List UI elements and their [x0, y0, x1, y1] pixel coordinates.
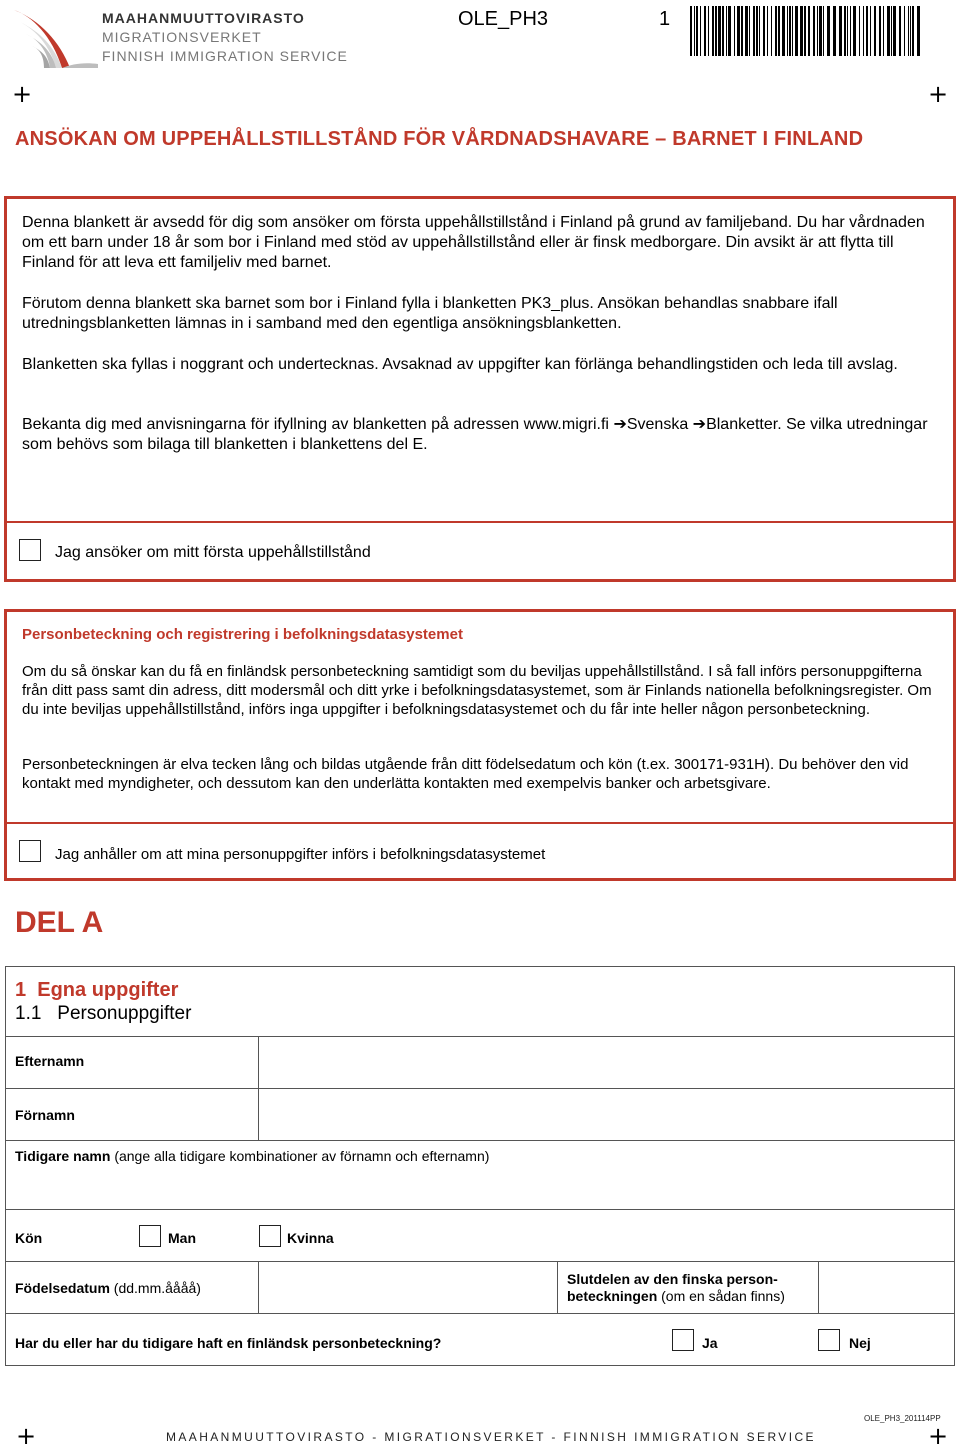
finnish-id-question: Har du eller har du tidigare haft en finländsk personbeteckning? [15, 1335, 442, 1351]
register-checkbox[interactable] [19, 840, 41, 862]
org-name-en: FINNISH IMMIGRATION SERVICE [102, 48, 348, 64]
divider [7, 822, 953, 824]
id-suffix-input[interactable] [819, 1262, 954, 1312]
section-title: Egna uppgifter [37, 979, 179, 1001]
personal-id-box [4, 609, 956, 881]
intro-paragraph: Blanketten ska fyllas i noggrant och undertecknas. Avsaknad av uppgifter kan förlänga behandlingstiden och leda till avslag. [22, 356, 898, 373]
first-name-input[interactable] [259, 1089, 954, 1139]
intro-paragraph: Förutom denna blankett ska barnet som bor i Finland fylla i blanketten PK3_plus. Ansökan behandlas snabbare ifall utredningsblanketten lämnas in i samband med den egentliga ansökningsblanketten. [22, 295, 838, 332]
divider [557, 1261, 558, 1313]
gender-male-checkbox[interactable] [139, 1225, 161, 1247]
intro-text: Svenska [626, 416, 693, 433]
first-permit-checkbox[interactable] [19, 539, 41, 561]
page-title: ANSÖKAN OM UPPEHÅLLSTILLSTÅND FÖR VÅRDNADSHAVARE – BARNET I FINLAND [15, 128, 864, 150]
id-suffix-title: beteckningen [567, 1288, 658, 1304]
personal-details-form [5, 966, 955, 1366]
gender-label: Kön [15, 1230, 43, 1246]
registration-mark-icon: + [928, 80, 949, 108]
intro-box [4, 196, 956, 582]
id-suffix-hint: (om en sådan finns) [657, 1288, 785, 1304]
section-del-a: DEL A [15, 906, 104, 939]
birth-date-title: Födelsedatum [15, 1280, 110, 1296]
section-number: 1 [15, 979, 27, 1001]
id-suffix-title: Slutdelen av den finska person- [567, 1271, 778, 1287]
birth-date-format: (dd.mm.åååå) [109, 1280, 201, 1296]
birth-date-input[interactable] [259, 1262, 557, 1312]
org-name-fi: MAAHANMUUTTOVIRASTO [102, 10, 305, 26]
surname-label: Efternamn [15, 1053, 85, 1069]
finnish-id-yes-checkbox[interactable] [672, 1329, 694, 1351]
subsection-number: 1.1 [15, 1003, 42, 1024]
previous-names-hint: (ange alla tidigare kombinationer av förnamn och efternamn) [110, 1148, 490, 1164]
finnish-id-yes-label: Ja [702, 1335, 718, 1351]
arrow-icon: ➔ [692, 416, 707, 433]
intro-text: Blanketter. Se vilka utredningar som behövs som bilaga till blanketten i blankettens del E. [22, 416, 928, 453]
subsection-title: Personuppgifter [57, 1003, 192, 1024]
intro-paragraph: Denna blankett är avsedd för dig som ansöker om första uppehållstillstånd i Finland på grund av familjeband. Du har vårdnaden om ett barn under 18 år som bor i Finland med stöd av uppehållstillstånd eller är finsk medborgare. Din avsikt är att flytta till Finland för att leva ett familjeliv med barnet. [22, 214, 925, 271]
intro-text: Bekanta dig med anvisningarna för ifyllning av blanketten på adressen www.migri.fi [22, 416, 614, 433]
register-label: Jag anhåller om att mina personuppgifter införs i befolkningsdatasystemet [55, 846, 546, 863]
registration-mark-icon: + [12, 80, 33, 108]
footer-text: MAAHANMUUTTOVIRASTO - MIGRATIONSVERKET - FINNISH IMMIGRATION SERVICE [166, 1430, 816, 1444]
section-heading [15, 979, 178, 1002]
previous-names-label [15, 1148, 489, 1164]
form-code: OLE_PH3 [458, 8, 549, 30]
personal-id-heading: Personbeteckning och registrering i befolkningsdatasystemet [22, 626, 463, 643]
finnish-id-no-label: Nej [849, 1335, 871, 1351]
org-name-sv: MIGRATIONSVERKET [102, 29, 262, 45]
divider [7, 521, 953, 523]
personal-id-paragraph: Om du så önskar kan du få en finländsk personbeteckning samtidigt som du beviljas uppehållstillstånd. I så fall införs personuppgifterna från ditt pass samt din adress, ditt modersmål och ditt yrke i befolkningsdatasystemet, som är Finlands nationella befolkningsregister. Om du inte beviljas uppehållstillstånd, införs inga uppgifter i befolkningsdatasystemet och du får inte heller någon personbeteckning. [22, 663, 932, 718]
intro-paragraph [22, 415, 937, 455]
footer-form-code: OLE_PH3_201114PP [864, 1414, 941, 1423]
barcode-icon [690, 6, 920, 58]
arrow-icon: ➔ [613, 416, 627, 433]
previous-names-title: Tidigare namn [15, 1148, 111, 1164]
subsection-heading [15, 1003, 191, 1025]
gender-male-label: Man [168, 1230, 196, 1246]
finnish-id-no-checkbox[interactable] [818, 1329, 840, 1351]
surname-input[interactable] [259, 1037, 954, 1087]
registration-mark-icon: + [16, 1422, 37, 1450]
page-number: 1 [659, 8, 671, 30]
registration-mark-icon: + [928, 1422, 949, 1450]
gender-female-label: Kvinna [287, 1230, 334, 1246]
gender-female-checkbox[interactable] [259, 1225, 281, 1247]
id-suffix-label [567, 1271, 785, 1305]
first-name-label: Förnamn [15, 1107, 75, 1123]
personal-id-paragraph: Personbeteckningen är elva tecken lång och bildas utgående från ditt födelsedatum och kön (t.ex. 300171-931H). Du behöver den vid kontakt med myndigheter, och dessutom kan den underlätta kontakten med exempelvis banker och arbetsgivare. [22, 756, 909, 792]
previous-names-input[interactable] [8, 1167, 953, 1207]
migri-logo-icon [12, 6, 98, 70]
divider [6, 1209, 954, 1210]
first-permit-label: Jag ansöker om mitt första uppehållstillstånd [55, 544, 371, 561]
divider [6, 1140, 954, 1141]
birth-date-label [15, 1280, 201, 1296]
divider [6, 1313, 954, 1314]
